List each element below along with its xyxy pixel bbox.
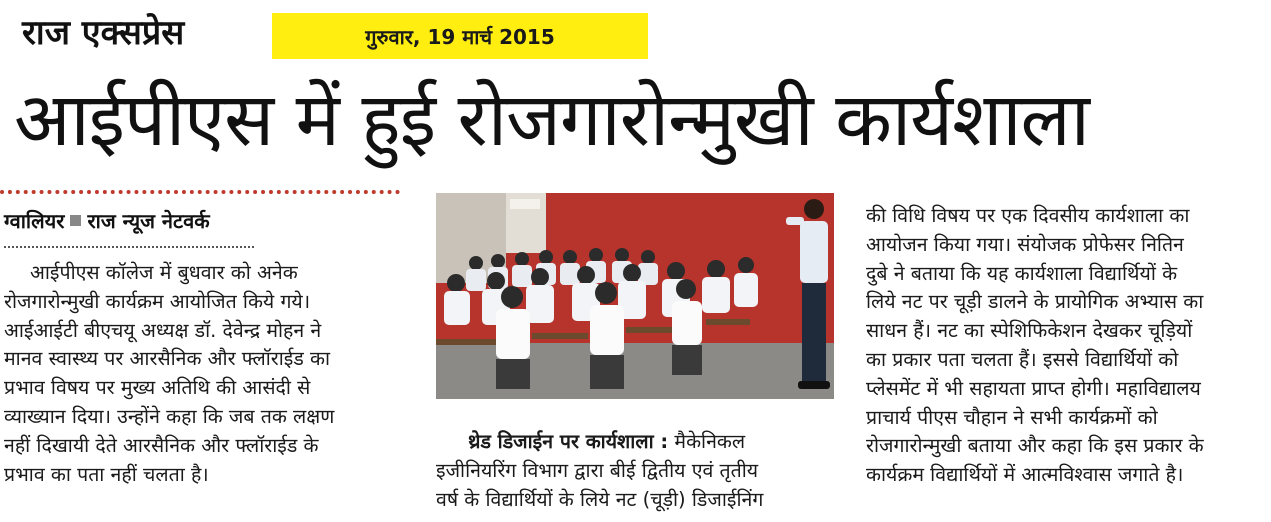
headline: आईपीएस में हुई रोजगारोन्मुखी कार्यशाला [14,77,1089,163]
dotted-rule [0,190,400,194]
text-line: व्याख्यान दिया। उन्होंने कहा कि जब तक लक्षण [4,404,335,428]
byline-rule [4,246,254,248]
news-photo [436,193,834,399]
text-line: आईपीएस कॉलेज में बुधवार को अनेक [30,261,298,284]
text-line: प्रभाव विषय पर मुख्य अतिथि की आसंदी से [4,376,311,400]
date-band [272,13,648,59]
photo-caption [436,428,834,514]
byline [4,207,210,234]
text-line: वर्ष के विद्यार्थियों के लिये नट (चूड़ी) डिजाईनिंग [436,487,764,511]
byline-city: ग्वालियर [4,209,65,233]
text-line: का प्रकार पता चलता हैं। इससे विद्यार्थियों को [866,347,1179,371]
caption-first-rest: मैकेनिकल [668,430,746,453]
square-bullet-icon [70,215,81,226]
text-line: नहीं दिखायी देते आरसैनिक और फ्लॉराईड के [4,433,319,457]
text-line: प्राचार्य पीएस चौहान ने सभी कार्यक्रमों को [866,405,1158,429]
masthead: राज एक्सप्रेस [22,13,185,53]
caption-lead: थ्रेड डिजाईन पर कार्यशाला : [468,430,669,453]
byline-agency: राज न्यूज नेटवर्क [87,209,210,233]
article-column-3 [866,202,1266,490]
text-line: आयोजन किया गया। संयोजक प्रोफेसर नितिन [866,232,1184,256]
text-line: इजीनियरिंग विभाग द्वारा बीई द्वितीय एवं तृतीय [436,458,759,482]
caption-first-line [436,428,834,457]
text-line: रोजगारोन्मुखी कार्यक्रम आयोजित किये गये। [4,289,311,313]
text-line: की विधि विषय पर एक दिवसीय कार्यशाला का [866,204,1190,227]
text-line: आईआईटी बीएचयू अध्यक्ष डॉ. देवेन्द्र मोहन ने [4,318,322,342]
text-line: लिये नट पर चूड़ी डालने के प्रायोगिक अभ्यास का [866,290,1204,314]
text-line: मानव स्वास्थ्य पर आरसैनिक और फ्लॉराईड का [4,347,331,371]
text-line: साधन हैं। नट का स्पेशिफिकेशन देखकर चूड़ियों [866,319,1193,343]
text-line: प्लेसमेंट में भी सहायता प्राप्त होगी। महाविद्यालय [866,376,1201,400]
text-line: प्रभाव का पता नहीं चलता है। [4,462,209,486]
text-line: कार्यक्रम विद्यार्थियों में आत्मविश्वास जगाते है। [866,463,1184,487]
text-line: दुबे ने बताया कि यह कार्यशाला विद्यार्थियों के [866,261,1178,285]
article-column-1 [4,259,400,489]
issue-date: गुरुवार, 19 मार्च 2015 [365,24,555,49]
text-line: रोजगारोन्मुखी बताया और कहा कि इस प्रकार के [866,434,1204,458]
